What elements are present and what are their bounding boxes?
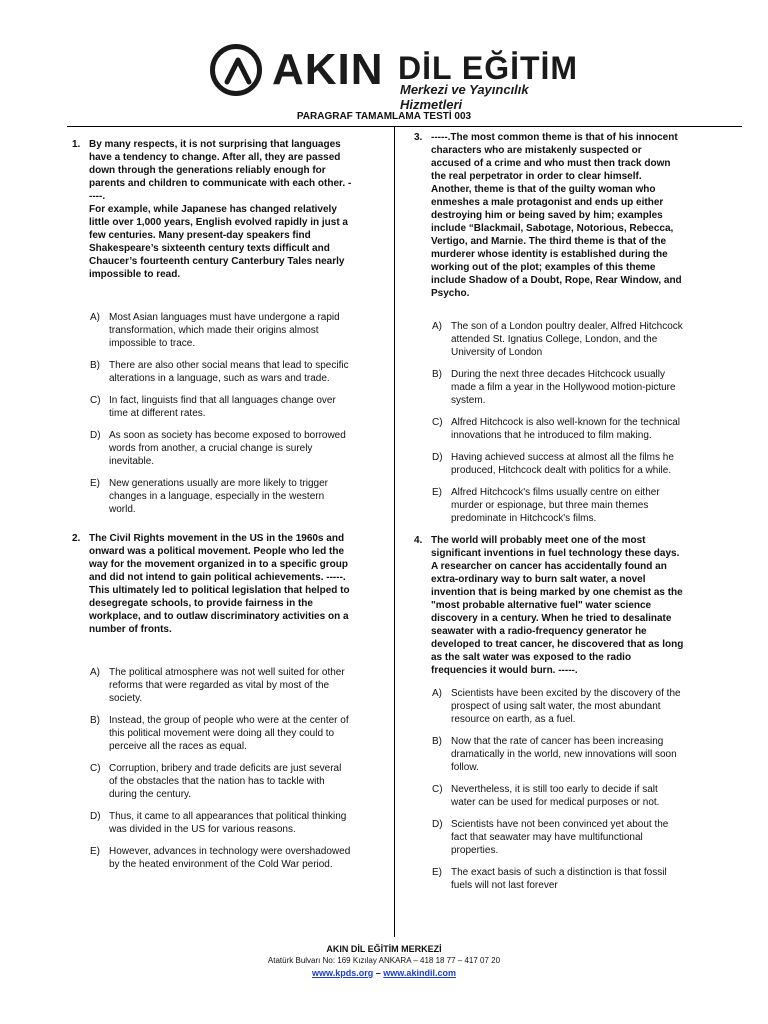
option-a[interactable] (90, 666, 352, 705)
question-4 (414, 534, 684, 677)
option-letter: A) (432, 321, 442, 332)
question-stem: By many respects, it is not surprising that languages have a tendency to change. After all, they are passed down through the generations reliably enough for parents and children to communicate with each other. -----. (89, 139, 352, 202)
right-column (414, 131, 684, 901)
option-letter: D) (432, 452, 443, 463)
option-a[interactable] (432, 320, 684, 359)
question-stem: The world will probably meet one of the most significant inventions in fuel technology these days. A researcher on cancer has accidentally found an extra-ordinary way to burn salt water, a novel invention that is being marked by one chemist as the "most probable alternative fuel" water science discovery in a century. When he tried to desalinate seawater with a radio-frequency generator he developed to treat cancer, he discovered that as long as the salt water was exposed to the radio frequencies it would burn. -----. (431, 535, 684, 676)
option-letter: A) (432, 688, 442, 699)
option-letter: D) (432, 819, 443, 830)
option-c[interactable] (432, 416, 684, 442)
option-letter: B) (432, 369, 442, 380)
title-rule (67, 126, 742, 127)
option-text: The son of a London poultry dealer, Alfred Hitchcock attended St. Ignatius College, London, and the University of London (451, 321, 683, 358)
footer-link-kpds[interactable]: www.kpds.org (312, 968, 374, 978)
question-stem: -----.The most common theme is that of his innocent characters who are mistakenly suspected or accused of a crime and who must then track down the real perpetrator in order to clear himself. Another, theme is that of the guilty woman who enmeshes a male protagonist and ends up either destroying him or being saved by him; examples include “Blackmail, Sabotage, Notorious, Rebecca, Vertigo, and Marnie. The third theme is that of the murderer whose identity is established during the working out of the plot; examples of this theme include Shadow of a Doubt, Rope, Rear Window, and Psycho. (431, 132, 682, 299)
option-text: New generations usually are more likely to trigger changes in a language, especially in the western world. (109, 478, 328, 515)
option-b[interactable] (432, 735, 684, 774)
question-number: 1. (72, 139, 81, 150)
question-2 (72, 532, 352, 636)
option-text: Corruption, bribery and trade deficits are just several of the obstacles that the nation has to tackle with during the century. (109, 763, 342, 800)
option-text: Scientists have been excited by the discovery of the prospect of using salt water, the most abundant resource on earth, as a fuel. (451, 688, 681, 725)
logo-name: DİL EĞİTİM (398, 50, 579, 86)
option-e[interactable] (90, 477, 352, 516)
option-d[interactable] (432, 451, 684, 477)
option-text: Instead, the group of people who were at the center of this political movement were doing all they could to perceive all the races as equal. (109, 715, 349, 752)
option-e[interactable] (90, 845, 352, 871)
option-text: In fact, linguists find that all languages change over time at different rates. (109, 395, 336, 419)
footer-link-akindil[interactable]: www.akindil.com (383, 968, 456, 978)
option-text: However, advances in technology were overshadowed by the heated environment of the Cold War period. (109, 846, 351, 870)
option-letter: B) (90, 360, 100, 371)
option-text: Now that the rate of cancer has been increasing dramatically in the world, new innovations will soon follow. (451, 736, 677, 773)
left-column (72, 138, 352, 880)
option-b[interactable] (90, 359, 352, 385)
question-3 (414, 131, 684, 300)
option-e[interactable] (432, 866, 684, 892)
question-stem-continuation: For example, while Japanese has changed relatively little over 1,000 years, English evolved rapidly in just a few centuries. Many present-day speakers find Shakespeare’s sixteenth century texts difficult and Chaucer’s fourteenth century Canterbury Tales nearly impossible to read. (89, 204, 348, 280)
option-letter: E) (90, 478, 100, 489)
option-d[interactable] (90, 810, 352, 836)
option-text: Most Asian languages must have undergone a rapid transformation, which made their origins almost impossible to trace. (109, 312, 340, 349)
logo-brand: AKIN (272, 45, 384, 94)
logo-mark (210, 44, 262, 96)
option-a[interactable] (90, 311, 352, 350)
question-number: 3. (414, 132, 423, 143)
options-2 (72, 666, 352, 871)
option-b[interactable] (90, 714, 352, 753)
option-letter: B) (90, 715, 100, 726)
column-divider (394, 127, 395, 937)
option-letter: E) (90, 846, 100, 857)
option-letter: E) (432, 487, 442, 498)
option-text: As soon as society has become exposed to borrowed words from another, a crucial change is surely inevitable. (109, 430, 346, 467)
option-c[interactable] (432, 783, 684, 809)
option-text: Alfred Hitchcock's films usually centre on either murder or espionage, but three main themes predominate in Hitchcock's films. (451, 487, 660, 524)
footer-links (0, 968, 768, 978)
question-number: 2. (72, 533, 81, 544)
option-letter: C) (90, 763, 101, 774)
option-text: Having achieved success at almost all the films he produced, Hitchcock dealt with politics for a while. (451, 452, 674, 476)
logo-caret-icon (223, 56, 253, 86)
footer-org: AKIN DİL EĞİTİM MERKEZİ (326, 944, 442, 954)
option-letter: D) (90, 811, 101, 822)
option-c[interactable] (90, 762, 352, 801)
option-text: Alfred Hitchcock is also well-known for the technical innovations that he introduced to film making. (451, 417, 680, 441)
page-title: PARAGRAF TAMAMLAMA TESTİ 003 (296, 111, 472, 122)
options-3 (414, 320, 684, 525)
option-letter: E) (432, 867, 442, 878)
options-4 (414, 687, 684, 892)
option-letter: B) (432, 736, 442, 747)
footer-address: Atatürk Bulvarı No: 169 Kızılay ANKARA – 418 18 77 – 417 07 20 (267, 956, 501, 965)
question-stem: The Civil Rights movement in the US in the 1960s and onward was a political movement. People who led the way for the movement organized in to a specific group and did not intend to gain political achievements. -----. (89, 533, 348, 583)
option-b[interactable] (432, 368, 684, 407)
option-letter: C) (90, 395, 101, 406)
logo (210, 42, 580, 112)
option-text: The political atmosphere was not well suited for other reforms that were regarded as vital by most of the society. (109, 667, 345, 704)
logo-subtitle: Merkezi ve Yayıncılık Hizmetleri (400, 82, 529, 112)
option-letter: C) (432, 417, 443, 428)
footer-link-separator: – (375, 968, 381, 978)
option-text: Thus, it came to all appearances that political thinking was divided in the US for various reasons. (109, 811, 347, 835)
option-c[interactable] (90, 394, 352, 420)
option-text: The exact basis of such a distinction is that fossil fuels will not last forever (451, 867, 667, 891)
question-number: 4. (414, 535, 423, 546)
option-text: There are also other social means that lead to specific alterations in a language, such as wars and trade. (109, 360, 349, 384)
options-1 (72, 311, 352, 516)
option-letter: A) (90, 667, 100, 678)
option-letter: C) (432, 784, 443, 795)
option-d[interactable] (432, 818, 684, 857)
option-text: Scientists have not been convinced yet about the fact that seawater may have multifunctional properties. (451, 819, 669, 856)
option-a[interactable] (432, 687, 684, 726)
option-letter: D) (90, 430, 101, 441)
question-1 (72, 138, 352, 281)
question-stem-continuation: This ultimately led to political legislation that helped to desegregate schools, to provide fairness in the workplace, and to outlaw discriminatory activities on a number of fronts. (89, 585, 350, 635)
option-letter: A) (90, 312, 100, 323)
option-d[interactable] (90, 429, 352, 468)
option-e[interactable] (432, 486, 684, 525)
option-text: During the next three decades Hitchcock usually made a film a year in the Hollywood motion-picture system. (451, 369, 676, 406)
option-text: Nevertheless, it is still too early to decide if salt water can be used for medical purposes or not. (451, 784, 660, 808)
